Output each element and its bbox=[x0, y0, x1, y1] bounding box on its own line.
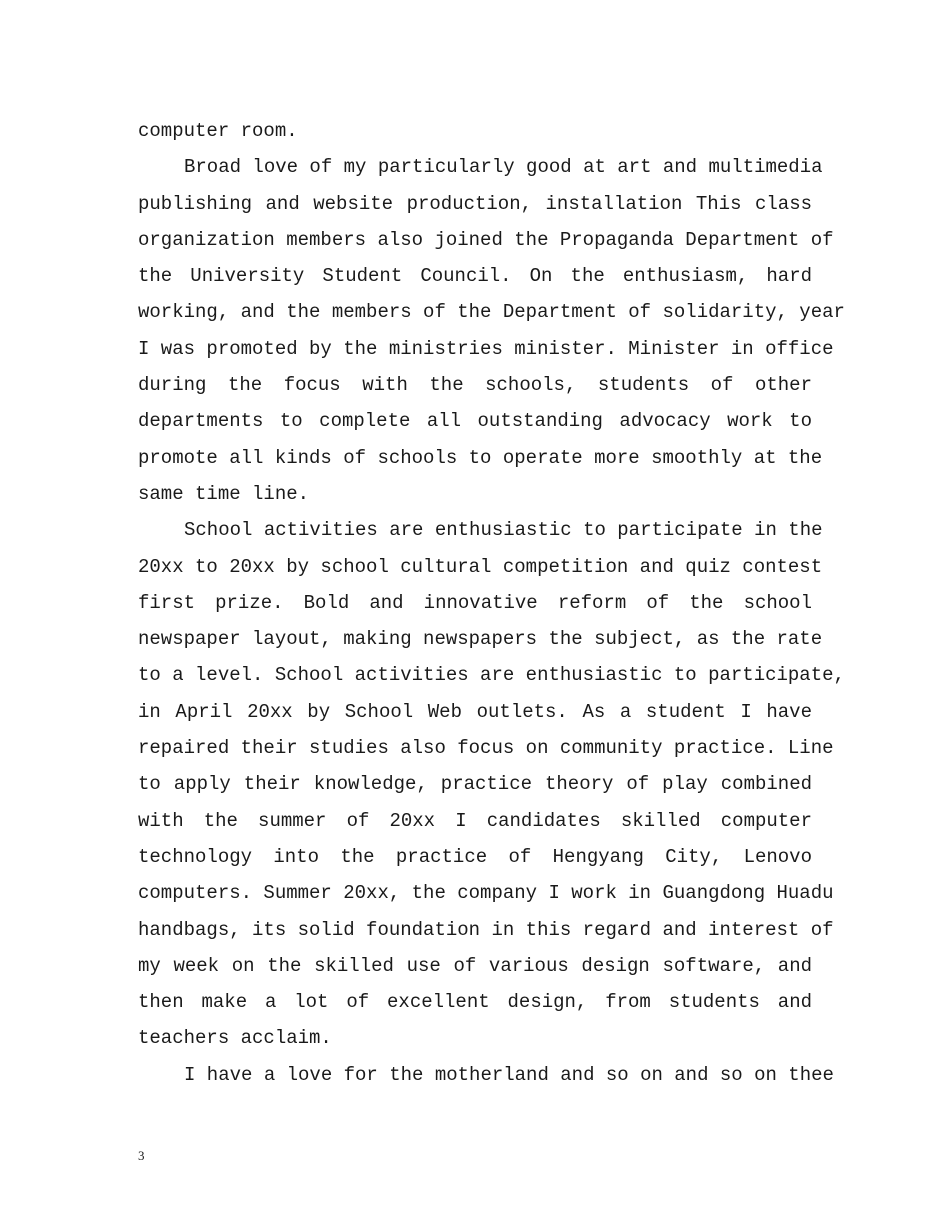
paragraph-last-line: teachers acclaim. bbox=[138, 1027, 332, 1050]
text-line: 20xx to 20xx by school cultural competition and quiz contest bbox=[138, 555, 823, 578]
text-line: with the summer of 20xx I candidates skilled computer bbox=[138, 809, 812, 832]
paragraph-last-line: same time line. bbox=[138, 482, 310, 505]
text-line: in April 20xx by School Web outlets. As a student I have bbox=[138, 700, 812, 723]
paragraph-first-line: I have a love for the motherland and so on and so on thee bbox=[184, 1063, 834, 1086]
text-line: departments to complete all outstanding advocacy work to bbox=[138, 410, 812, 433]
text-line: publishing and website production, installation This class bbox=[138, 192, 812, 215]
text-line: I was promoted by the ministries minister. Minister in office bbox=[138, 337, 834, 360]
body-text bbox=[138, 113, 845, 1093]
text-line: organization members also joined the Propaganda Department of bbox=[138, 228, 834, 251]
text-line: first prize. Bold and innovative reform of the school bbox=[138, 591, 812, 614]
text-line: to a level. School activities are enthusiastic to participate, bbox=[138, 664, 845, 687]
paragraph-first-line: Broad love of my particularly good at art and multimedia bbox=[184, 156, 823, 179]
text-line: computer room. bbox=[138, 120, 298, 142]
text-line: to apply their knowledge, practice theory of play combined bbox=[138, 773, 812, 796]
text-line: newspaper layout, making newspapers the subject, as the rate bbox=[138, 628, 823, 651]
page-number: 3 bbox=[138, 1148, 145, 1163]
text-line: during the focus with the schools, students of other bbox=[138, 374, 812, 397]
text-line: then make a lot of excellent design, from students and bbox=[138, 991, 812, 1014]
text-line: handbags, its solid foundation in this regard and interest of bbox=[138, 918, 834, 941]
paragraph-first-line: School activities are enthusiastic to participate in the bbox=[184, 519, 823, 542]
text-line: the University Student Council. On the enthusiasm, hard bbox=[138, 265, 812, 288]
text-line: technology into the practice of Hengyang City, Lenovo bbox=[138, 845, 812, 868]
text-line: repaired their studies also focus on community practice. Line bbox=[138, 737, 834, 760]
text-line: computers. Summer 20xx, the company I work in Guangdong Huadu bbox=[138, 882, 834, 905]
text-line: working, and the members of the Department of solidarity, year bbox=[138, 301, 845, 324]
text-line: my week on the skilled use of various design software, and bbox=[138, 954, 812, 977]
text-line: promote all kinds of schools to operate more smoothly at the bbox=[138, 446, 823, 469]
